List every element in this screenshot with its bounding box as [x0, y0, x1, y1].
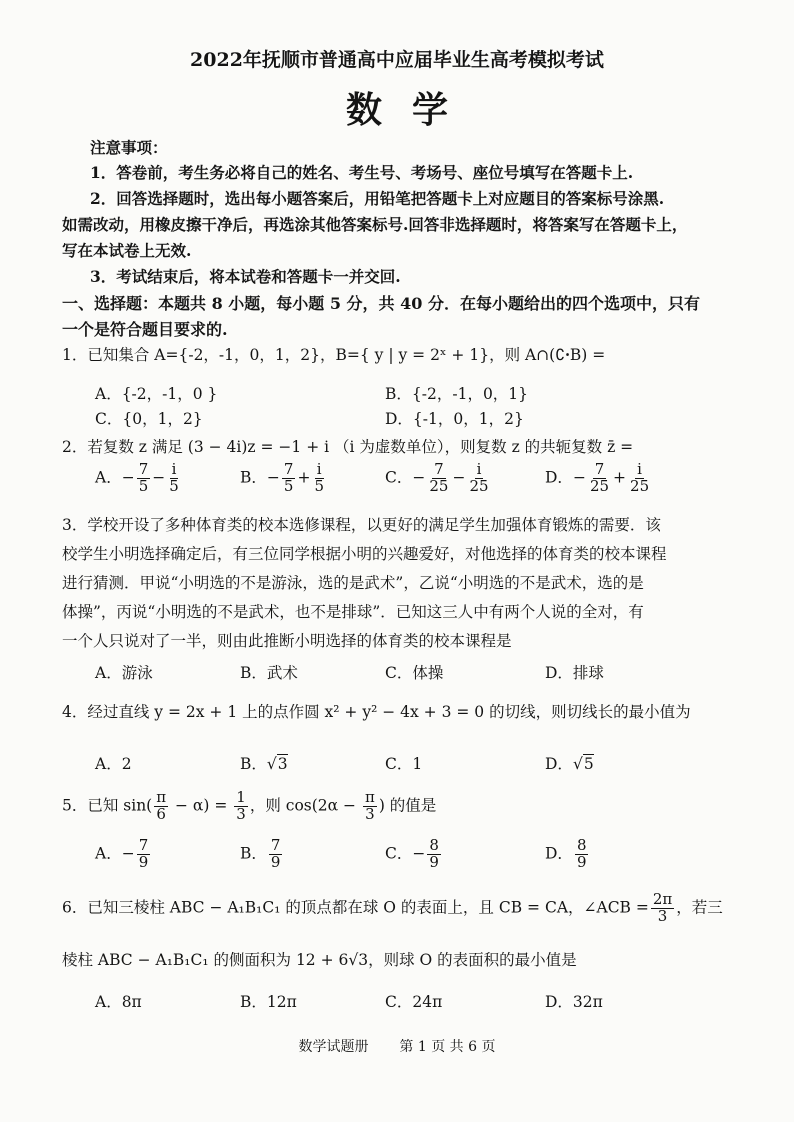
q6-angle-frac [651, 892, 674, 925]
notice-heading: 注意事项： [90, 138, 168, 157]
section-heading-line-1: 一、选择题：本题共 8 小题，每小题 5 分，共 40 分．在每小题给出的四个选项中，只有 [62, 294, 700, 313]
q5-a-num: 7 [138, 836, 149, 854]
q5-c-frac [427, 838, 441, 871]
q2-b-op: + [297, 468, 311, 487]
question-3-line-2: 校学生小明选择确定后，有三位同学根据小明的兴趣爱好，对他选择的体育类的校本课程 [62, 545, 667, 563]
q2-d-frac1 [588, 462, 611, 495]
q2-option-b-label: B． [240, 468, 267, 487]
q4-d-radicand: 5 [583, 755, 594, 773]
q4-option-b: B．√3 [240, 755, 288, 773]
q5-option-b [240, 838, 284, 871]
q2-c-frac2 [467, 462, 490, 495]
q4-option-b-label: B． [240, 755, 267, 773]
question-6-line-1 [62, 892, 723, 925]
q4-option-d-label: D． [545, 755, 573, 773]
q5-six: 6 [156, 804, 166, 823]
q2-b-sign: − [266, 468, 280, 487]
q6-option-b: B．12π [240, 993, 297, 1011]
q2-d-sign: − [572, 468, 586, 487]
q2-b-den1: 5 [283, 476, 294, 495]
q1-option-b: B．{-2，-1，0，1} [385, 385, 529, 403]
q5-c-num: 8 [429, 836, 439, 854]
q1-option-a: A．{-2，-1，0 } [95, 385, 218, 403]
q2-b-num1: 7 [283, 460, 294, 478]
question-3-line-3: 进行猜测．甲说“小明选的不是游泳，选的是武术”，乙说“小明选的不是武术，选的是 [62, 574, 644, 592]
q3-option-b: B．武术 [240, 664, 298, 682]
q1-option-d: D．{-1，0，1，2} [385, 410, 524, 428]
q5-c-den: 9 [429, 852, 439, 871]
q2-c-frac1 [427, 462, 450, 495]
notice-item-2-line-2: 如需改动，用橡皮擦干净后，再选涂其他答案标号.回答非选择题时，将答案写在答题卡上， [62, 215, 688, 234]
q5-d-frac [575, 838, 589, 871]
exam-title: 2022年抚顺市普通高中应届毕业生高考模拟考试 [190, 49, 604, 71]
q5-option-c [385, 838, 443, 871]
q1-option-c: C．{0，1，2} [95, 410, 203, 428]
q5-option-b-label: B． [240, 844, 267, 863]
q2-d-num1: 7 [594, 460, 605, 478]
q2-option-c [385, 462, 493, 495]
q5-mid1: − α) = [170, 796, 233, 815]
q2-d-den1: 25 [589, 476, 610, 495]
q6-line-1-prefix: 6．已知三棱柱 ABC − A₁B₁C₁ 的顶点都在球 O 的表面上，且 CB = CA，∠ACB = [62, 898, 649, 917]
question-3-line-5: 一个人只说对了一半，则由此推断小明选择的体育类的校本课程是 [62, 632, 512, 650]
q5-frac-pi-3 [363, 790, 377, 823]
question-6-line-2: 棱柱 ABC − A₁B₁C₁ 的侧面积为 12 + 6√3，则球 O 的表面积的最小值是 [62, 951, 577, 969]
q6-angle-num: 2π [652, 890, 673, 908]
q5-pi-b: π [364, 788, 375, 806]
footer-book-title: 数学试题册 [298, 1039, 369, 1055]
q5-a-sign: − [121, 844, 135, 863]
q5-mid2: ，则 cos(2α − [249, 796, 361, 815]
subject-title: 数学 [345, 89, 478, 131]
footer-page-number: 第 1 页 共 6 页 [399, 1039, 496, 1055]
q5-frac-pi-6 [154, 790, 168, 823]
q6-option-c: C．24π [385, 993, 443, 1011]
q2-b-num2: i [316, 460, 322, 478]
q4-option-a: A．2 [95, 755, 132, 773]
q5-one: 1 [236, 788, 246, 806]
q5-option-d-label: D． [545, 844, 573, 863]
q6-angle-den: 3 [657, 906, 668, 925]
q2-option-b [240, 462, 328, 495]
q5-c-sign: − [412, 844, 426, 863]
q6-option-a: A．8π [95, 993, 142, 1011]
notice-item-2-line-3: 写在本试卷上无效. [62, 241, 192, 260]
notice-item-3: 3．考试结束后，将本试卷和答题卡一并交回. [90, 267, 401, 286]
question-5-stem [62, 790, 436, 823]
section-heading-line-2: 一个是符合题目要求的. [62, 320, 228, 339]
q2-c-sign: − [412, 468, 426, 487]
question-2-stem: 2．若复数 z 满足 (3 − 4i)z = −1 + i （i 为虚数单位），则复数 z 的共轭复数 z̄ = [62, 438, 634, 456]
q2-option-c-label: C． [385, 468, 413, 487]
q6-line-1-suffix: ，若三 [676, 898, 723, 917]
q5-a-frac [137, 838, 151, 871]
q5-option-c-label: C． [385, 844, 413, 863]
q5-three: 3 [236, 804, 246, 823]
page-footer [0, 1036, 794, 1056]
q2-d-op: + [613, 468, 627, 487]
q5-option-d [545, 838, 590, 871]
q3-option-c: C．体操 [385, 664, 444, 682]
q2-option-d [545, 462, 653, 495]
q5-pi: π [156, 788, 167, 806]
q2-a-sign: − [121, 468, 135, 487]
q2-a-den2: 5 [169, 476, 179, 495]
q2-d-frac2 [628, 462, 651, 495]
q5-suffix: ) 的值是 [378, 796, 437, 815]
q2-a-den1: 5 [138, 476, 149, 495]
q2-b-frac1 [282, 462, 296, 495]
q2-option-a [95, 462, 183, 495]
q2-a-frac2 [167, 462, 181, 495]
q2-a-num2: i [171, 460, 177, 478]
q2-b-frac2 [312, 462, 326, 495]
question-1-stem: 1．已知集合 A={-2，-1，0，1，2}，B={ y | y = 2ˣ + 1}，则 A∩(∁ꞏB) = [62, 346, 606, 364]
q2-option-a-label: A． [95, 468, 122, 487]
q2-c-num1: 7 [434, 460, 444, 478]
q2-b-den2: 5 [314, 476, 324, 495]
q4-b-radicand: 3 [277, 755, 288, 773]
q5-d-num: 8 [576, 836, 587, 854]
q2-a-num1: 7 [138, 460, 149, 478]
q5-frac-1-3 [234, 790, 248, 823]
q5-b-den: 9 [270, 852, 281, 871]
notice-item-1: 1．答卷前，考生务必将自己的姓名、考生号、考场号、座位号填写在答题卡上. [90, 163, 634, 182]
q2-c-den2: 25 [469, 476, 489, 495]
q5-b-frac [269, 838, 283, 871]
question-3-line-1: 3．学校开设了多种体育类的校本选修课程，以更好的满足学生加强体育锻炼的需要．该 [62, 516, 661, 534]
q2-d-num2: i [637, 460, 642, 478]
q5-d-den: 9 [576, 852, 587, 871]
q4-option-d: D．√5 [545, 755, 594, 773]
question-3-line-4: 体操”，丙说“小明选的不是武术，也不是排球”．已知这三人中有两个人说的全对，有 [62, 603, 644, 621]
notice-item-2-line-1: 2．回答选择题时，选出每小题答案后，用铅笔把答题卡上对应题目的答案标号涂黑. [90, 189, 665, 208]
q2-c-num2: i [476, 460, 482, 478]
q2-a-frac1 [137, 462, 151, 495]
q4-option-c: C．1 [385, 755, 423, 773]
q5-option-a [95, 838, 152, 871]
q5-option-a-label: A． [95, 844, 122, 863]
q6-option-d: D．32π [545, 993, 603, 1011]
q5-a-den: 9 [138, 852, 149, 871]
q5-prefix: 5．已知 sin( [62, 796, 153, 815]
q5-three-b: 3 [365, 804, 375, 823]
q2-c-den1: 25 [429, 476, 449, 495]
q3-option-a: A．游泳 [95, 664, 153, 682]
q2-option-d-label: D． [545, 468, 573, 487]
q2-a-op: − [152, 468, 166, 487]
q5-b-num: 7 [270, 836, 281, 854]
q3-option-d: D．排球 [545, 664, 604, 682]
question-4-stem: 4．经过直线 y = 2x + 1 上的点作圆 x² + y² − 4x + 3 = 0 的切线，则切线长的最小值为 [62, 703, 691, 721]
q2-d-den2: 25 [630, 476, 650, 495]
q2-c-op: − [452, 468, 466, 487]
